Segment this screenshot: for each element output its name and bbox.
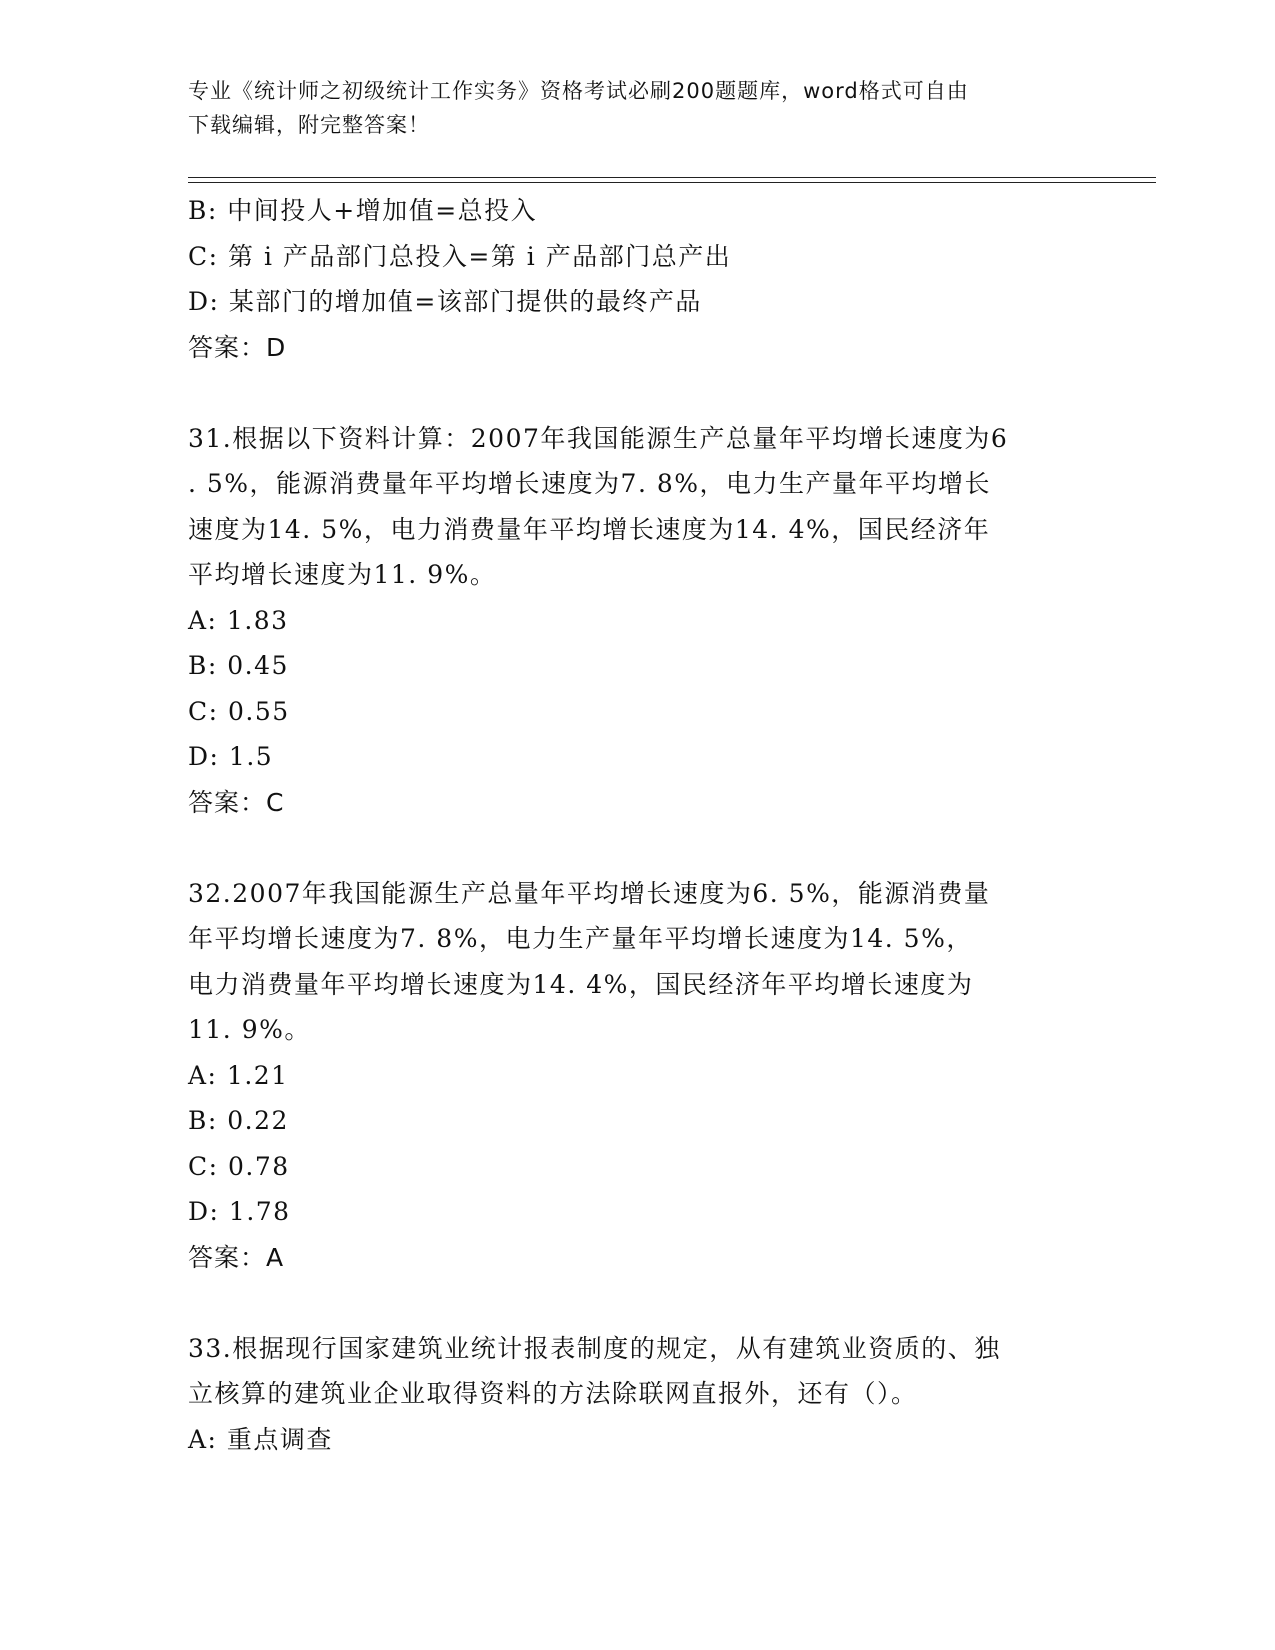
option-b: B: 0.22 xyxy=(188,1106,289,1135)
spacer xyxy=(188,825,1088,871)
document-header xyxy=(188,74,1088,142)
prev-question-block xyxy=(188,188,1088,370)
question-text-line: 平均增长速度为11. 9%。 xyxy=(188,560,497,589)
question-text-line: 11. 9%。 xyxy=(188,1015,311,1044)
option-d: D: 1.5 xyxy=(188,742,274,771)
option-a: A: 1.83 xyxy=(188,605,289,635)
option-a: A: 重点调查 xyxy=(188,1424,333,1454)
option-c: C: 0.78 xyxy=(188,1151,290,1181)
question-text-line: 33.根据现行国家建筑业统计报表制度的规定，从有建筑业资质的、独 xyxy=(188,1333,1001,1363)
question-text-line: 速度为14. 5%，电力消费量年平均增长速度为14. 4%，国民经济年 xyxy=(188,514,991,544)
header-divider-thick xyxy=(188,177,1156,178)
option-a: A: 1.21 xyxy=(188,1060,289,1090)
question-text-line: 立核算的建筑业企业取得资料的方法除联网直报外，还有（）。 xyxy=(188,1379,918,1408)
spacer xyxy=(188,370,1088,416)
answer-label: 答案：A xyxy=(188,1242,285,1272)
header-line-1: 专业《统计师之初级统计工作实务》资格考试必刷200题题库，word格式可自由 xyxy=(188,79,969,103)
header-line-2: 下载编辑，附完整答案！ xyxy=(188,113,430,137)
option-c: C: 第 i 产品部门总投入=第 i 产品部门总产出 xyxy=(188,241,732,271)
option-b: B: 中间投人+增加值=总投入 xyxy=(188,196,538,225)
question-content xyxy=(188,188,1088,1462)
question-31 xyxy=(188,416,1088,826)
question-32 xyxy=(188,871,1088,1281)
option-d: D: 某部门的增加值=该部门提供的最终产品 xyxy=(188,287,702,316)
question-text-line: 31.根据以下资料计算：2007年我国能源生产总量年平均增长速度为6 xyxy=(188,423,1009,453)
option-c: C: 0.55 xyxy=(188,696,290,726)
question-text-line: . 5%，能源消费量年平均增长速度为7. 8%，电力生产量年平均增长 xyxy=(188,469,992,498)
answer-label: 答案：D xyxy=(188,332,287,362)
option-d: D: 1.78 xyxy=(188,1197,291,1226)
question-text-line: 32.2007年我国能源生产总量年平均增长速度为6. 5%，能源消费量 xyxy=(188,878,991,908)
question-text-line: 年平均增长速度为7. 8%，电力生产量年平均增长速度为14. 5%， xyxy=(188,924,973,953)
option-b: B: 0.45 xyxy=(188,651,289,680)
spacer xyxy=(188,1280,1088,1326)
header-divider-thin xyxy=(188,182,1156,183)
answer-label: 答案：C xyxy=(188,787,285,817)
question-33 xyxy=(188,1326,1088,1463)
question-text-line: 电力消费量年平均增长速度为14. 4%，国民经济年平均增长速度为 xyxy=(188,969,974,999)
